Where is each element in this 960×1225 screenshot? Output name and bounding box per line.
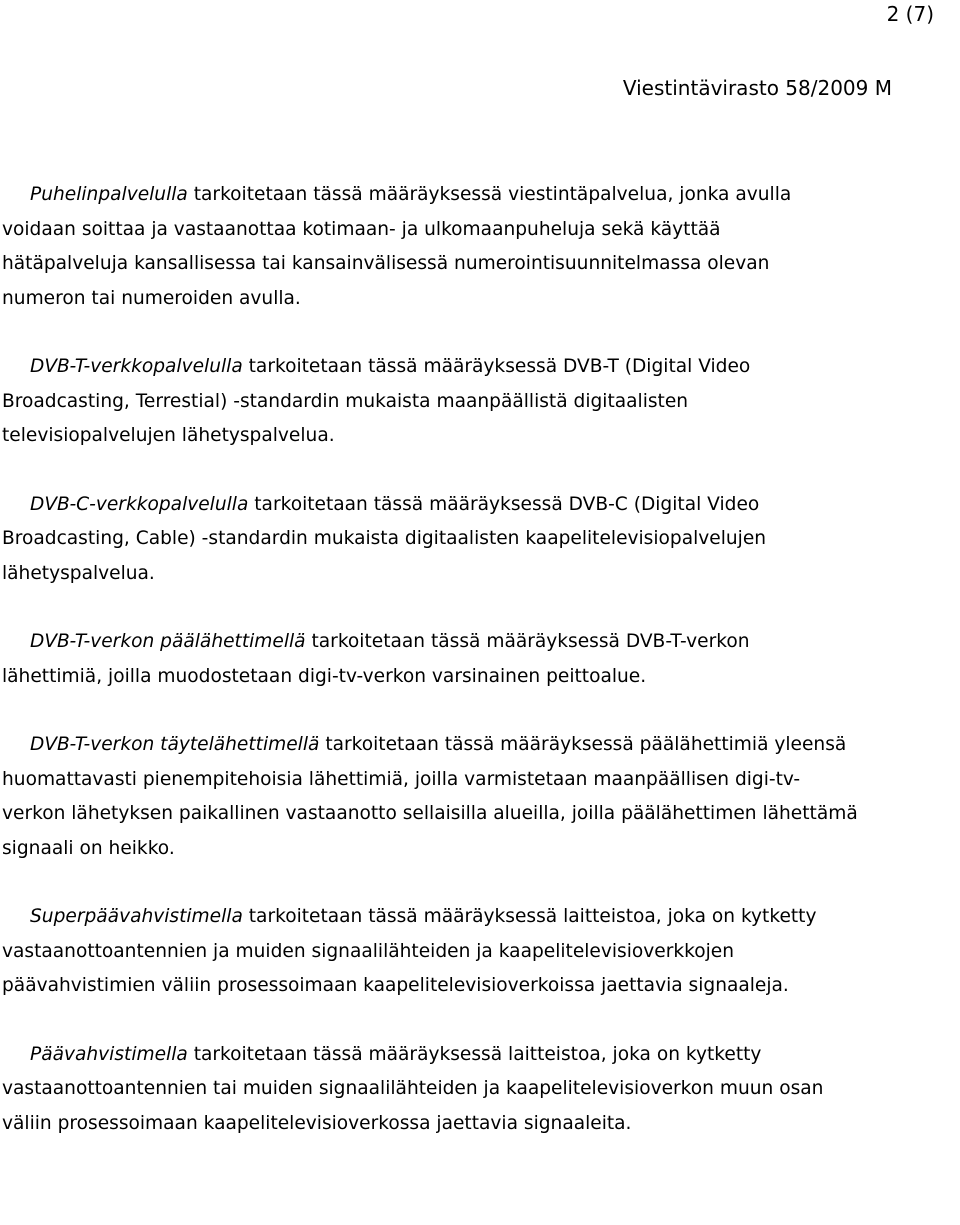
definition-text: tarkoitetaan tässä määräyksessä viestintäpalvelua, jonka avulla: [187, 184, 792, 205]
definition-paragraph-taytelahetin: [2, 728, 960, 866]
definition-text: tarkoitetaan tässä määräyksessä päälähettimiä yleensä: [319, 734, 847, 755]
definition-paragraph-dvb-c-verkkopalvelu: [2, 488, 960, 592]
page-number: 2 (7): [886, 2, 934, 26]
definition-text: voidaan soittaa ja vastaanottaa kotimaan- ja ulkomaanpuheluja sekä käyttää: [2, 218, 721, 240]
definition-text: televisiopalvelujen lähetyspalvelua.: [2, 425, 335, 446]
defined-term: DVB-T-verkkopalvelulla: [30, 356, 243, 377]
definition-text: hätäpalveluja kansallisessa tai kansainvälisessä numerointisuunnitelmassa olevan: [2, 253, 770, 274]
definition-paragraph-paalahetin: [2, 625, 960, 694]
defined-term: DVB-C-verkkopalvelulla: [30, 493, 249, 515]
definition-text: vastaanottoantennien tai muiden signaalilähteiden ja kaapelitelevisioverkon muun osan: [2, 1078, 824, 1099]
definition-paragraph-paavahvistin: [2, 1038, 960, 1142]
defined-term: DVB-T-verkon päälähettimellä: [30, 631, 306, 652]
definition-paragraph-superpaavahvistin: [2, 900, 960, 1004]
definition-text: lähettimiä, joilla muodostetaan digi-tv-verkon varsinainen peittoalue.: [2, 665, 647, 687]
definition-text: tarkoitetaan tässä määräyksessä DVB-C (Digital Video: [248, 493, 760, 515]
definition-text: tarkoitetaan tässä määräyksessä laitteistoa, joka on kytketty: [187, 1043, 762, 1065]
defined-term: Puhelinpalvelulla: [30, 184, 188, 205]
document-reference: Viestintävirasto 58/2009 M: [622, 76, 892, 100]
defined-term: Superpäävahvistimella: [30, 906, 243, 927]
definition-text: lähetyspalvelua.: [2, 562, 155, 584]
definition-text: vastaanottoantennien ja muiden signaalilähteiden ja kaapelitelevisioverkkojen: [2, 940, 735, 962]
definition-text: Broadcasting, Cable) -standardin mukaista digitaalisten kaapelitelevisiopalvelujen: [2, 528, 767, 549]
defined-term: Päävahvistimella: [30, 1043, 188, 1065]
definition-text: huomattavasti pienempitehoisia lähettimiä, joilla varmistetaan maanpäällisen digi-tv-: [2, 768, 801, 790]
document-body: [2, 178, 960, 1175]
definition-text: numeron tai numeroiden avulla.: [2, 287, 301, 309]
definition-text: tarkoitetaan tässä määräyksessä laitteistoa, joka on kytketty: [242, 906, 817, 927]
definition-paragraph-puhelinpalvelu: [2, 178, 960, 316]
definition-text: päävahvistimien väliin prosessoimaan kaapelitelevisioverkoissa jaettavia signaaleja.: [2, 975, 789, 996]
definition-text: signaali on heikko.: [2, 837, 175, 859]
definition-text: Broadcasting, Terrestial) -standardin mukaista maanpäällistä digitaalisten: [2, 390, 689, 412]
definition-text: väliin prosessoimaan kaapelitelevisioverkossa jaettavia signaaleita.: [2, 1112, 632, 1134]
definition-text: tarkoitetaan tässä määräyksessä DVB-T-verkon: [305, 631, 750, 652]
definition-paragraph-dvb-t-verkkopalvelu: [2, 350, 960, 454]
defined-term: DVB-T-verkon täytelähettimellä: [30, 734, 320, 755]
definition-text: tarkoitetaan tässä määräyksessä DVB-T (Digital Video: [242, 356, 751, 377]
definition-text: verkon lähetyksen paikallinen vastaanotto sellaisilla alueilla, joilla päälähettimen lähettämä: [2, 803, 858, 824]
